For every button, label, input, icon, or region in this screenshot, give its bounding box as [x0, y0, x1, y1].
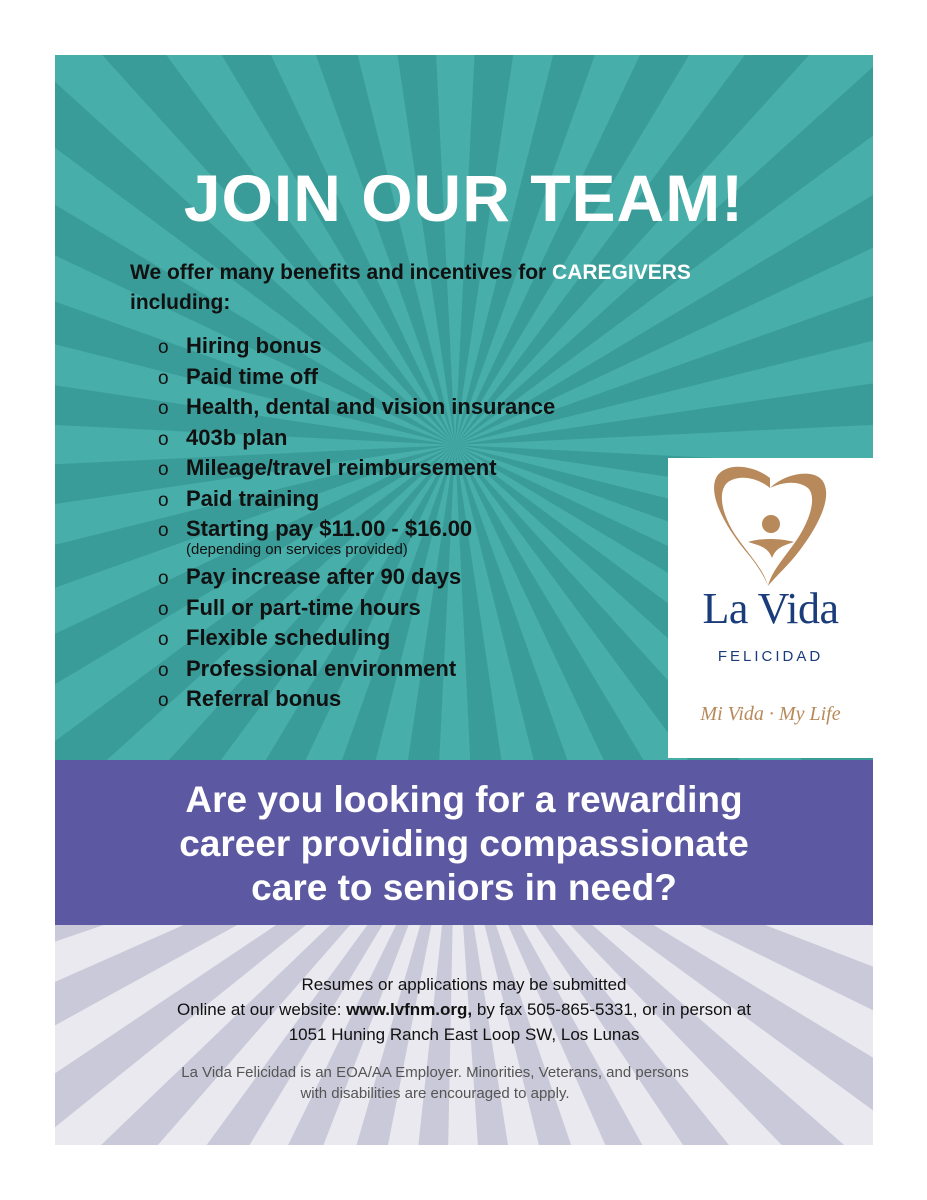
benefits-list [158, 331, 555, 715]
logo-name: La Vida [702, 584, 839, 633]
benefit-item: o Health, dental and vision insurance [158, 392, 555, 423]
la-vida-logo [668, 458, 873, 758]
bullet-icon: o [158, 367, 169, 389]
bullet-icon: o [158, 459, 169, 480]
benefit-item: o Flexible scheduling [158, 623, 555, 654]
heart-person-icon [668, 458, 873, 588]
bullet-icon: o [158, 568, 169, 589]
page-title: JOIN OUR TEAM! [183, 161, 745, 235]
flyer [55, 55, 873, 1145]
bullet-icon: o [158, 398, 169, 419]
logo-tagline: Mi Vida · My Life [700, 703, 841, 725]
bullet-icon: o [158, 428, 169, 450]
headline-line: career providing compassionate [179, 823, 749, 864]
benefit-item: o Starting pay $11.00 - $16.00 (depending on services provided) [158, 514, 555, 562]
address: 1051 Huning Ranch East Loop SW, Los Lunas [288, 1025, 640, 1044]
bullet-icon: o [158, 659, 169, 681]
bullet-icon: o [158, 520, 169, 541]
headline-line: care to seniors in need? [251, 867, 677, 908]
website-link[interactable]: www.lvfnm.org, [346, 1000, 473, 1019]
benefit-item: o Referral bonus [158, 684, 555, 715]
logo-subtitle: FELICIDAD [717, 648, 824, 665]
benefit-item: o Paid training [158, 484, 555, 515]
intro-text-end: including: [130, 291, 231, 314]
benefit-item: o Mileage/travel reimbursement [158, 453, 555, 484]
benefit-item: o Pay increase after 90 days [158, 562, 555, 593]
contact-line: Resumes or applications may be submitted [301, 975, 627, 994]
benefit-item: o Professional environment [158, 654, 555, 685]
intro-text-start: We offer many benefits and incentives for [130, 261, 553, 284]
bullet-icon: o [158, 337, 169, 358]
benefit-item: o Full or part-time hours [158, 593, 555, 624]
eeo-statement: La Vida Felicidad is an EOA/AA Employer. Minorities, Veterans, and persons with disabilities are encouraged to apply. [181, 1064, 689, 1102]
contact-info: Resumes or applications may be submitted Online at our website: www.lvfnm.org, by fax 505-865-5331, or in person at 1051 Huning Ranch East Loop SW, Los Lunas [177, 975, 751, 1044]
intro-text [130, 258, 810, 318]
bullet-icon: o [158, 690, 169, 711]
bullet-icon: o [158, 489, 169, 511]
grey-sunburst-panel [55, 925, 873, 1145]
bullet-icon: o [158, 598, 169, 620]
bullet-icon: o [158, 629, 169, 650]
benefit-item: o Hiring bonus [158, 331, 555, 362]
caregivers-highlight: CAREGIVERS [552, 261, 691, 284]
benefit-item: o Paid time off [158, 362, 555, 393]
teal-sunburst-panel [55, 55, 873, 760]
purple-banner [55, 760, 873, 925]
headline [55, 778, 873, 910]
pay-note: (depending on services provided) [186, 540, 408, 558]
benefit-item: o 403b plan [158, 423, 555, 454]
headline-line: Are you looking for a rewarding [185, 779, 743, 820]
